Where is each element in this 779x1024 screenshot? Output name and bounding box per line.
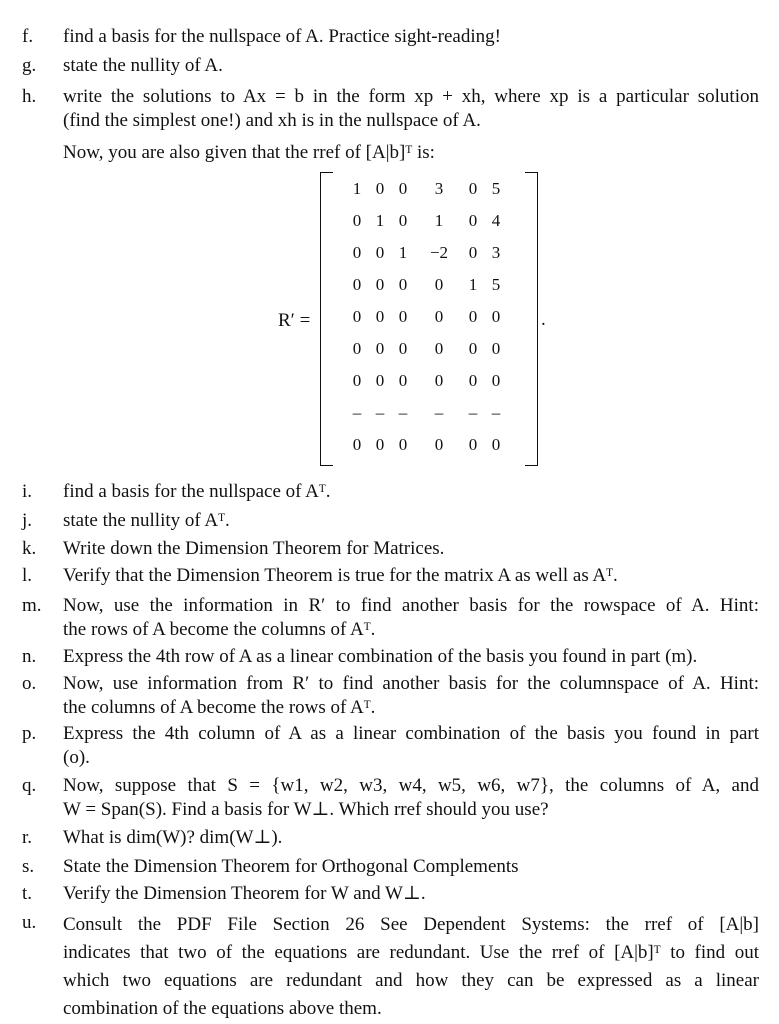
question-text-line: write the solutions to Ax = b in the form xp + xh, where xp is a particular solution	[63, 86, 759, 107]
matrix-row	[320, 273, 538, 297]
question-text-line: (find the simplest one!) and xh is in the nullspace of A.	[63, 110, 481, 131]
question-text-line: the columns of A become the rows of Aᵀ.	[63, 697, 376, 718]
matrix-cell: 4	[491, 211, 501, 230]
question-text-line: Now, use information from R′ to find another basis for the columnspace of A. Hint:	[63, 673, 759, 694]
matrix-cell: 0	[398, 307, 408, 326]
matrix-cell: 0	[375, 435, 385, 454]
question-text-line: Consult the PDF File Section 26 See Dependent Systems: the rref of [A|b]	[63, 914, 759, 935]
matrix-cell: 0	[468, 211, 478, 230]
matrix-cell: 0	[434, 371, 444, 390]
question-label: h.	[22, 86, 37, 107]
matrix-cell: 0	[468, 243, 478, 262]
question-text: State the Dimension Theorem for Orthogonal Complements	[63, 856, 519, 877]
matrix-end-period: .	[541, 309, 546, 330]
question-text: Express the 4th row of A as a linear combination of the basis you found in part (m).	[63, 646, 698, 667]
matrix-cell: 0	[398, 339, 408, 358]
matrix-cell: 1	[468, 275, 478, 294]
matrix-dash: –	[468, 403, 478, 422]
matrix-row	[320, 177, 538, 201]
matrix-cell: 5	[491, 179, 501, 198]
matrix-cell: 0	[491, 339, 501, 358]
matrix-cell: 0	[375, 371, 385, 390]
matrix-cell: 0	[491, 435, 501, 454]
matrix-cell: 0	[468, 339, 478, 358]
question-text: find a basis for the nullspace of A. Practice sight-reading!	[63, 26, 501, 47]
question-text: Write down the Dimension Theorem for Matrices.	[63, 538, 445, 559]
question-label: u.	[22, 912, 37, 933]
matrix-cell: 0	[375, 339, 385, 358]
question-label: r.	[22, 827, 33, 848]
matrix-row	[320, 337, 538, 361]
question-label: s.	[22, 856, 35, 877]
matrix-dash: –	[352, 403, 362, 422]
matrix-cell: 0	[491, 371, 501, 390]
matrix-cell: 0	[375, 275, 385, 294]
question-text-line: Now, suppose that S = {w1, w2, w3, w4, w5, w6, w7}, the columns of A, and	[63, 775, 759, 796]
question-text-line: combination of the equations above them.	[63, 998, 382, 1019]
question-text-line: Now, use the information in R′ to find another basis for the rowspace of A. Hint:	[63, 595, 759, 616]
question-text-line: (o).	[63, 747, 90, 768]
matrix-row	[320, 241, 538, 265]
matrix-cell: 0	[434, 275, 444, 294]
matrix-row	[320, 433, 538, 457]
matrix-cell: 0	[352, 307, 362, 326]
matrix-cell: 0	[352, 275, 362, 294]
matrix-cell: 0	[352, 211, 362, 230]
question-label: p.	[22, 723, 37, 744]
matrix-cell: 0	[375, 179, 385, 198]
matrix-cell: 0	[434, 339, 444, 358]
matrix-cell: 0	[398, 211, 408, 230]
question-text-line: which two equations are redundant and how they can be expressed as a linear	[63, 970, 759, 991]
question-text: Verify the Dimension Theorem for W and W⊥.	[63, 883, 426, 904]
question-label: m.	[22, 595, 42, 616]
question-text-line: indicates that two of the equations are redundant. Use the rref of [A|b]ᵀ to find out	[63, 942, 759, 963]
matrix-cell: −2	[429, 243, 449, 262]
matrix-cell: 0	[468, 179, 478, 198]
question-label: t.	[22, 883, 33, 904]
matrix-cell: 1	[434, 211, 444, 230]
question-label: o.	[22, 673, 37, 694]
question-text: Verify that the Dimension Theorem is true for the matrix A as well as Aᵀ.	[63, 565, 618, 586]
question-text: find a basis for the nullspace of Aᵀ.	[63, 481, 331, 502]
question-label: j.	[22, 510, 33, 531]
question-label: k.	[22, 538, 37, 559]
matrix-cell: 0	[352, 435, 362, 454]
matrix-cell: 0	[468, 371, 478, 390]
matrix-cell: 3	[434, 179, 444, 198]
matrix-cell: 0	[434, 307, 444, 326]
matrix-cell: 5	[491, 275, 501, 294]
matrix-dash-row	[320, 401, 538, 425]
matrix-name: R′ =	[278, 310, 311, 331]
question-text: state the nullity of A.	[63, 55, 223, 76]
question-text-line: W = Span(S). Find a basis for W⊥. Which rref should you use?	[63, 799, 549, 820]
matrix-cell: 0	[398, 435, 408, 454]
matrix-row	[320, 305, 538, 329]
matrix-cell: 0	[434, 435, 444, 454]
matrix-cell: 0	[491, 307, 501, 326]
question-label: n.	[22, 646, 37, 667]
matrix-cell: 0	[468, 307, 478, 326]
matrix-cell: 0	[398, 179, 408, 198]
matrix-row	[320, 209, 538, 233]
matrix-cell: 0	[468, 435, 478, 454]
rref-matrix	[320, 172, 538, 466]
question-label: q.	[22, 775, 37, 796]
question-text-line: the rows of A become the columns of Aᵀ.	[63, 619, 376, 640]
matrix-cell: 3	[491, 243, 501, 262]
question-text: What is dim(W)? dim(W⊥).	[63, 827, 283, 848]
matrix-dash: –	[375, 403, 385, 422]
matrix-cell: 1	[352, 179, 362, 198]
question-label: f.	[22, 26, 34, 47]
matrix-cell: 0	[352, 371, 362, 390]
matrix-cell: 0	[375, 307, 385, 326]
matrix-cell: 0	[352, 243, 362, 262]
matrix-dash: –	[434, 403, 444, 422]
matrix-intro: Now, you are also given that the rref of [A|b]ᵀ is:	[63, 142, 435, 163]
question-label: i.	[22, 481, 33, 502]
matrix-cell: 0	[352, 339, 362, 358]
question-label: g.	[22, 55, 37, 76]
matrix-cell: 1	[375, 211, 385, 230]
matrix-cell: 0	[398, 275, 408, 294]
matrix-cell: 0	[375, 243, 385, 262]
matrix-dash: –	[491, 403, 501, 422]
question-text-line: Express the 4th column of A as a linear combination of the basis you found in part	[63, 723, 759, 744]
question-label: l.	[22, 565, 33, 586]
question-text: state the nullity of Aᵀ.	[63, 510, 230, 531]
matrix-cell: 1	[398, 243, 408, 262]
matrix-dash: –	[398, 403, 408, 422]
matrix-row	[320, 369, 538, 393]
matrix-cell: 0	[398, 371, 408, 390]
